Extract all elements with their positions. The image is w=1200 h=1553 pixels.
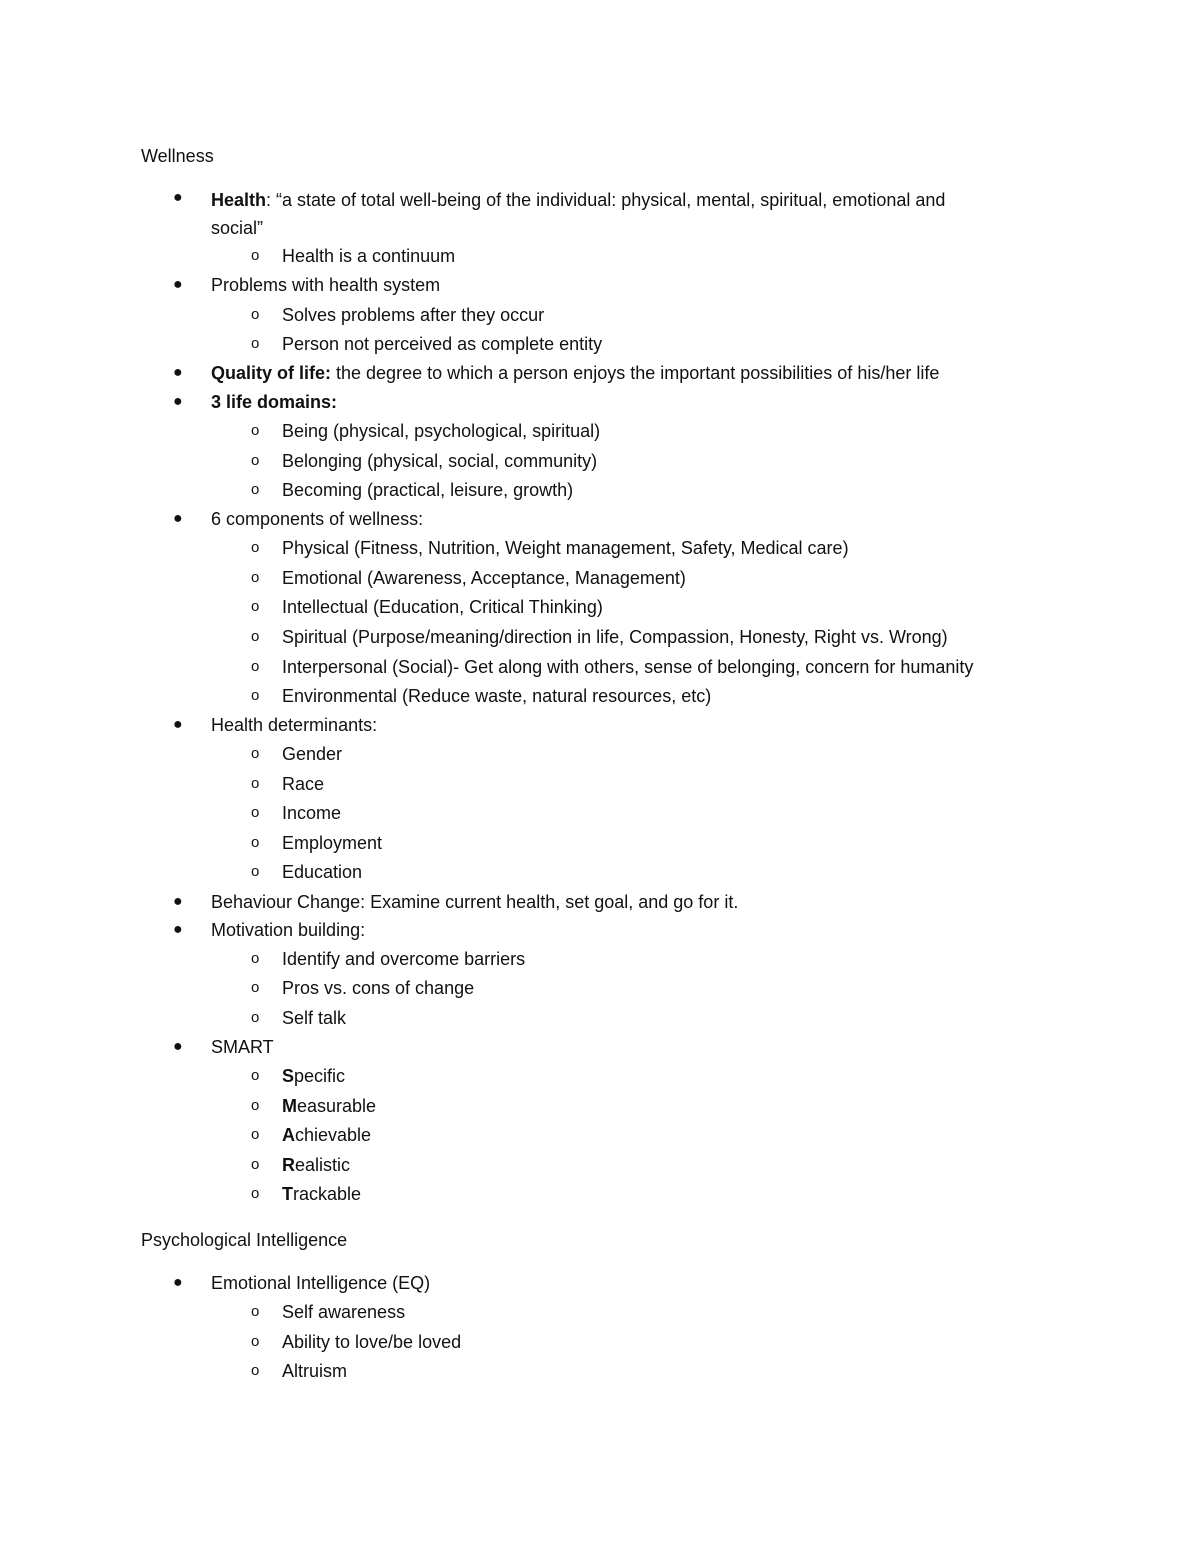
sub-item-text: Interpersonal (Social)- Get along with others, sense of belonging, concern for humanity xyxy=(282,657,974,677)
bullet-marker: ● xyxy=(173,1274,183,1291)
section-title-psychological: Psychological Intelligence xyxy=(141,1230,348,1250)
bullet-marker: ● xyxy=(173,393,183,410)
bullet-marker: ● xyxy=(173,1038,183,1055)
sub-marker: o xyxy=(251,834,260,851)
sub-item xyxy=(251,1064,346,1088)
list-item-text: 6 components of wellness: xyxy=(211,509,424,529)
smart-word-rest: rackable xyxy=(293,1184,362,1204)
list-item-smart xyxy=(173,1035,274,1059)
list-item-problems xyxy=(173,273,441,297)
sub-marker: o xyxy=(251,1156,260,1173)
sub-item xyxy=(251,801,342,825)
bullet-marker: ● xyxy=(173,893,183,910)
sub-marker: o xyxy=(251,247,260,264)
sub-marker: o xyxy=(251,775,260,792)
sub-item xyxy=(251,1182,362,1206)
smart-word-rest: easurable xyxy=(297,1096,377,1116)
sub-marker: o xyxy=(251,306,260,323)
sub-item xyxy=(251,831,383,855)
term-quality-of-life: Quality of life: xyxy=(211,363,332,383)
sub-marker: o xyxy=(251,950,260,967)
list-item-text: SMART xyxy=(211,1037,274,1057)
sub-marker: o xyxy=(251,422,260,439)
list-item-text: Problems with health system xyxy=(211,275,441,295)
smart-letter: R xyxy=(282,1155,295,1175)
sub-marker: o xyxy=(251,804,260,821)
sub-item xyxy=(251,1094,377,1118)
bullet-marker: ● xyxy=(173,364,183,381)
sub-item xyxy=(251,684,712,708)
sub-marker: o xyxy=(251,628,260,645)
sub-item-text: Becoming (practical, leisure, growth) xyxy=(282,480,574,500)
sub-marker: o xyxy=(251,1333,260,1350)
sub-item-text: Environmental (Reduce waste, natural resources, etc) xyxy=(282,686,712,706)
sub-item-text: Intellectual (Education, Critical Thinking) xyxy=(282,597,603,617)
sub-item xyxy=(251,332,603,356)
sub-item-text: Being (physical, psychological, spiritual) xyxy=(282,421,601,441)
sub-item xyxy=(251,655,974,679)
sub-item-text: Race xyxy=(282,774,325,794)
sub-item xyxy=(251,1006,347,1030)
sub-marker: o xyxy=(251,1097,260,1114)
sub-item xyxy=(251,419,601,443)
sub-item-text: Solves problems after they occur xyxy=(282,305,545,325)
sub-item xyxy=(251,595,603,619)
smart-letter: T xyxy=(282,1184,293,1204)
sub-item-text: Gender xyxy=(282,744,343,764)
sub-item-text: Self talk xyxy=(282,1008,347,1028)
bullet-marker: ● xyxy=(173,921,183,938)
sub-item-text: Spiritual (Purpose/meaning/direction in life, Compassion, Honesty, Right vs. Wrong) xyxy=(282,627,948,647)
sub-marker: o xyxy=(251,1362,260,1379)
sub-marker: o xyxy=(251,1303,260,1320)
sub-marker: o xyxy=(251,745,260,762)
sub-item-text: Ability to love/be loved xyxy=(282,1332,462,1352)
sub-marker: o xyxy=(251,1185,260,1202)
list-item-text: Health determinants: xyxy=(211,715,378,735)
bullet-marker: ● xyxy=(173,510,183,527)
sub-item-text: Emotional (Awareness, Acceptance, Management) xyxy=(282,568,686,588)
sub-item xyxy=(251,772,325,796)
sub-item-text: Self awareness xyxy=(282,1302,406,1322)
smart-word-rest: ealistic xyxy=(295,1155,351,1175)
section-title-wellness: Wellness xyxy=(141,146,214,166)
sub-item-text: Employment xyxy=(282,833,383,853)
sub-marker: o xyxy=(251,1009,260,1026)
sub-marker: o xyxy=(251,658,260,675)
sub-item xyxy=(251,860,363,884)
sub-item xyxy=(251,1300,406,1324)
sub-item-text: Pros vs. cons of change xyxy=(282,978,475,998)
sub-item-text: Income xyxy=(282,803,342,823)
list-item-behaviour xyxy=(173,890,739,914)
sub-marker: o xyxy=(251,1067,260,1084)
sub-marker: o xyxy=(251,687,260,704)
list-item-text: Behaviour Change: Examine current health, set goal, and go for it. xyxy=(211,892,739,912)
list-item-quality-of-life xyxy=(173,361,940,385)
term-life-domains: 3 life domains: xyxy=(211,392,338,412)
list-item-text: Motivation building: xyxy=(211,920,366,940)
bullet-marker: ● xyxy=(173,716,183,733)
sub-marker: o xyxy=(251,863,260,880)
sub-marker: o xyxy=(251,481,260,498)
sub-item xyxy=(251,1123,372,1147)
sub-item xyxy=(251,449,598,473)
sub-item xyxy=(251,244,456,268)
sub-item xyxy=(251,1330,462,1354)
smart-letter: A xyxy=(282,1125,295,1145)
term-health: Health xyxy=(211,190,267,210)
sub-marker: o xyxy=(251,1126,260,1143)
smart-letter: S xyxy=(282,1066,295,1086)
sub-item xyxy=(251,947,526,971)
list-item-eq xyxy=(173,1271,431,1295)
list-item-life-domains xyxy=(173,390,338,414)
smart-word-rest: chievable xyxy=(295,1125,372,1145)
sub-item xyxy=(251,1359,348,1383)
sub-item xyxy=(251,1153,351,1177)
sub-item xyxy=(251,976,475,1000)
sub-marker: o xyxy=(251,452,260,469)
sub-item xyxy=(251,536,849,560)
sub-item-text: Identify and overcome barriers xyxy=(282,949,526,969)
sub-marker: o xyxy=(251,539,260,556)
sub-marker: o xyxy=(251,569,260,586)
list-item-text: Emotional Intelligence (EQ) xyxy=(211,1273,431,1293)
list-item-determinants xyxy=(173,713,378,737)
sub-item xyxy=(251,566,686,590)
sub-item xyxy=(251,478,574,502)
bullet-marker: ● xyxy=(173,276,183,293)
sub-item xyxy=(251,303,545,327)
sub-item-text: Health is a continuum xyxy=(282,246,456,266)
health-definition: : “a state of total well-being of the individual: physical, mental, spiritual, emotional and xyxy=(266,190,946,210)
quality-of-life-definition: the degree to which a person enjoys the important possibilities of his/her life xyxy=(331,363,940,383)
sub-item-text: Education xyxy=(282,862,363,882)
smart-letter: M xyxy=(282,1096,297,1116)
health-definition-cont: social” xyxy=(211,218,264,238)
smart-word-rest: pecific xyxy=(294,1066,346,1086)
sub-item-text: Person not perceived as complete entity xyxy=(282,334,603,354)
list-item-motivation xyxy=(173,918,366,942)
list-item-components xyxy=(173,507,424,531)
sub-marker: o xyxy=(251,598,260,615)
sub-item xyxy=(251,742,343,766)
sub-item-text: Physical (Fitness, Nutrition, Weight management, Safety, Medical care) xyxy=(282,538,849,558)
sub-item-text: Belonging (physical, social, community) xyxy=(282,451,598,471)
sub-item xyxy=(251,625,948,649)
sub-marker: o xyxy=(251,979,260,996)
list-item-health xyxy=(173,186,1041,242)
sub-item-text: Altruism xyxy=(282,1361,348,1381)
sub-marker: o xyxy=(251,335,260,352)
bullet-marker: ● xyxy=(173,189,183,206)
